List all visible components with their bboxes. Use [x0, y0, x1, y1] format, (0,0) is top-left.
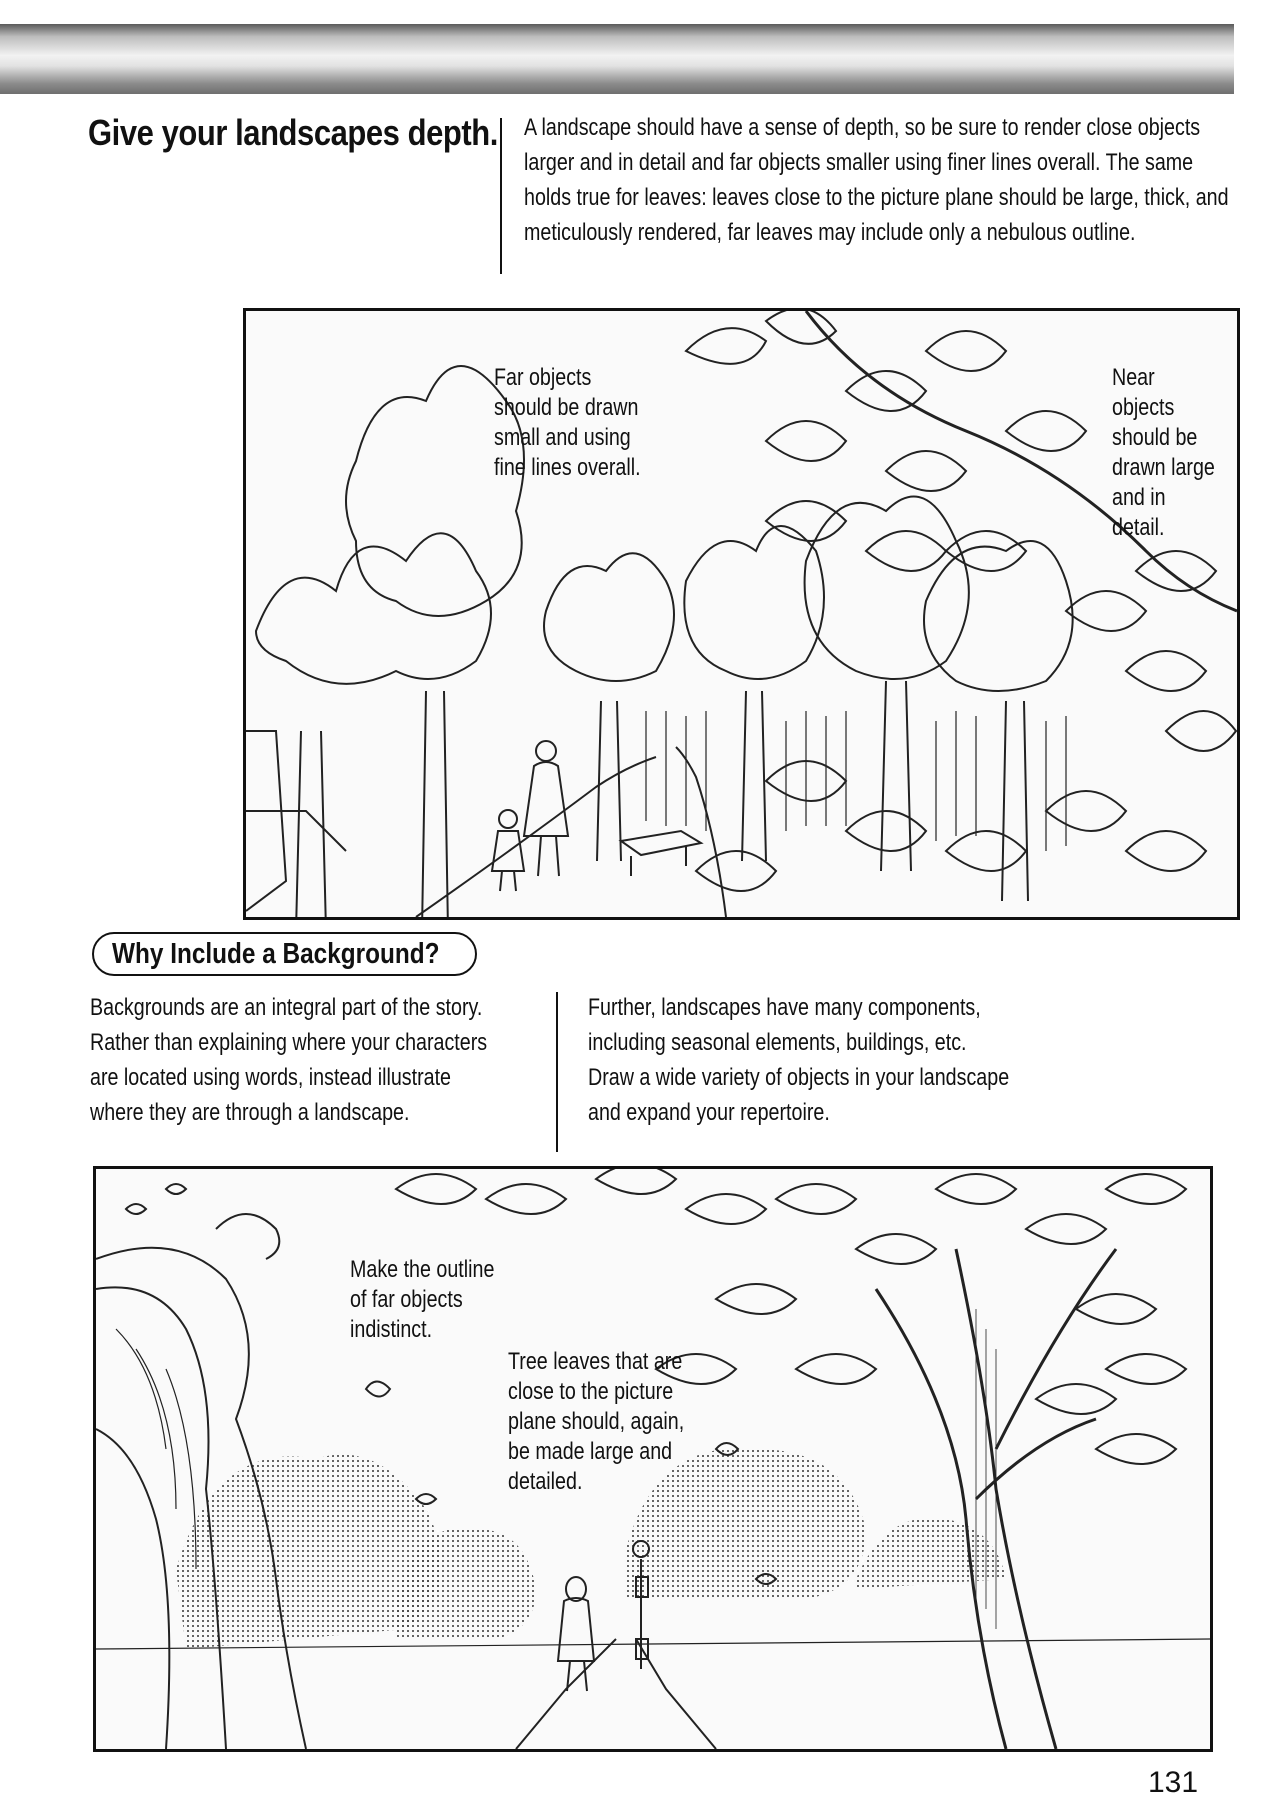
tree-road-illustration — [93, 1166, 1213, 1752]
intro-paragraph: A landscape should have a sense of depth, so be sure to render close objects larger and in detail and far objects smaller using finer lines overall. The same holds true for leaves: leaves close to the picture plane should be large, thick, and meticulously rendered, far leaves may include only a nebulous outline. — [524, 114, 1229, 246]
near-objects-caption: Near objects should be drawn large and in detail. — [1112, 364, 1215, 541]
section-heading-pill — [92, 932, 477, 976]
forest-path-illustration — [243, 308, 1240, 920]
far-objects-caption: Far objects should be drawn small and using fine lines overall. — [494, 364, 641, 481]
title-divider — [500, 118, 502, 274]
page-title: Give your landscapes depth. — [88, 112, 498, 153]
page-number: 131 — [1148, 1766, 1199, 1799]
indistinct-outline-caption: Make the outline of far objects indistinct. — [350, 1256, 495, 1343]
section-divider — [556, 992, 558, 1152]
section-column-1: Backgrounds are an integral part of the story. Rather than explaining where your characters are located using words, instead illustrate where they are through a landscape. — [90, 994, 488, 1126]
section-column-2: Further, landscapes have many components, including seasonal elements, buildings, etc. Draw a wide variety of objects in your landscape and expand your repertoire. — [588, 994, 1010, 1126]
header-bar — [0, 24, 1234, 94]
tree-leaves-caption: Tree leaves that are close to the picture plane should, again, be made large and detailed. — [508, 1348, 685, 1495]
section-heading: Why Include a Background? — [112, 937, 440, 970]
forest-path-drawing — [246, 311, 1237, 917]
